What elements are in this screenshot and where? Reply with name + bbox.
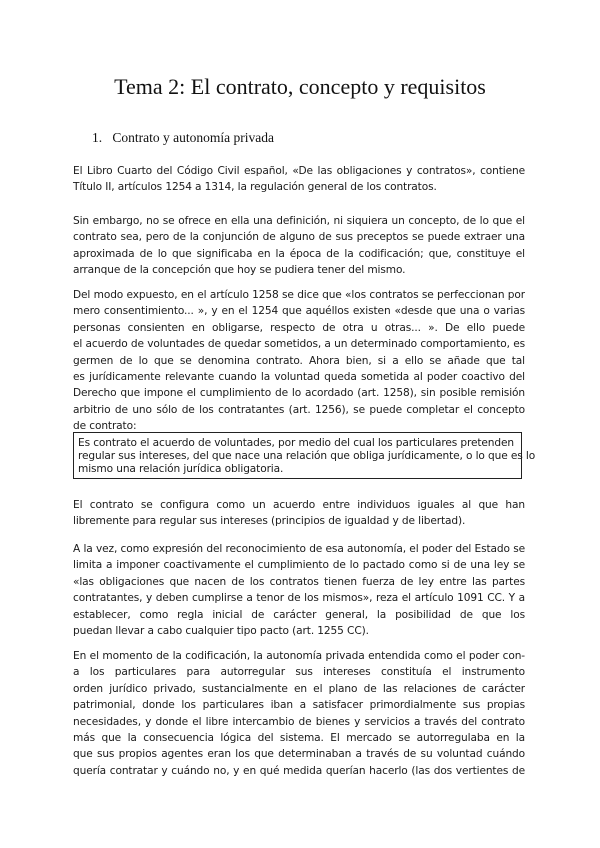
definition-line: Es contrato el acuerdo de voluntades, por medio del cual los particulares pretenden [78, 437, 515, 449]
paragraph-3 [73, 287, 525, 435]
paragraph-line: El contrato se configura como un acuerdo entre individuos iguales al que han [73, 499, 525, 511]
paragraph-1 [73, 163, 525, 196]
paragraph-line: mero consentimiento... », y en el 1254 que aquéllos existen «desde que una o varias [73, 305, 525, 318]
definition-line: regular sus intereses, del que nace una relación que obliga jurídicamente, o lo que es lo [78, 450, 536, 463]
paragraph-line: limita a imponer coactivamente el cumplimiento de lo pactado como si de una ley se [73, 559, 525, 572]
paragraph-line: establecer, como regla inicial de carácter general, la posibilidad de que los [73, 608, 525, 621]
definition-box [73, 432, 536, 479]
paragraph-line: de contrato: [73, 420, 137, 433]
paragraph-line: puedan llevar a cabo cualquier tipo pacto (art. 1255 CC). [73, 624, 369, 637]
section-number: 1. [92, 130, 103, 145]
paragraph-line: contrato sea, pero de la conjunción de alguno de sus preceptos se puede extraer una [73, 231, 525, 244]
paragraph-line: a los particulares para autorregular sus intereses constituía el instrumento [73, 666, 525, 679]
definition-text [78, 437, 536, 477]
paragraph-line: germen de lo que se denomina contrato. Ahora bien, si a ello se añade que tal [73, 354, 525, 367]
paragraph-line: personas consienten en obligarse, respecto de otra u otras... ». De ello puede [73, 321, 525, 334]
paragraph-line: que sus propios agentes eran los que determinaban a través de su voluntad cuándo [73, 748, 525, 761]
paragraph-line: es jurídicamente relevante cuando la voluntad queda sometida al poder coactivo del [73, 370, 525, 383]
page-title: Tema 2: El contrato, concepto y requisitos [114, 74, 486, 99]
paragraph-line: Título II, artículos 1254 a 1314, la regulación general de los contratos. [73, 181, 437, 194]
paragraph-line: aproximada de lo que significaba en la época de la codificación; que, constituye el [73, 247, 525, 260]
paragraph-5 [73, 541, 525, 639]
paragraph-line: el acuerdo de voluntades de quedar sometidos, a un determinado comportamiento, es [73, 338, 525, 351]
paragraph-line: contratantes, y deben cumplirse a tenor de los mismos», reza el artículo 1091 CC. Y a [73, 592, 525, 605]
paragraph-4 [73, 497, 525, 530]
paragraph-line: A la vez, como expresión del reconocimiento de esa autonomía, el poder del Estado se [73, 543, 525, 555]
paragraph-line: más que la consecuencia lógica del sistema. El mercado se autorregulaba en la [73, 731, 525, 744]
definition-line: mismo una relación jurídica obligatoria. [78, 463, 284, 476]
paragraph-line: orden jurídico privado, sustancialmente en el plano de las relaciones de carácter [73, 682, 525, 695]
paragraph-line: necesidades, y donde el libre intercambio de bienes y servicios a través del contrato [73, 715, 525, 728]
paragraph-line: quería contratar y cuándo no, y en qué medida querían hacerlo (las dos vertientes de [73, 764, 525, 777]
paragraph-line: arbitrio de uno sólo de los contratantes (art. 1256), se puede completar el concepto [73, 403, 525, 416]
section-title: Contrato y autonomía privada [112, 130, 274, 145]
paragraph-line: arranque de la concepción que hoy se pudiera tener del mismo. [73, 264, 406, 277]
section-heading [92, 130, 274, 146]
paragraph-line: El Libro Cuarto del Código Civil español, «De las obligaciones y contratos», contiene [73, 165, 525, 177]
paragraph-line: Del modo expuesto, en el artículo 1258 se dice que «los contratos se perfeccionan por [73, 289, 525, 301]
paragraph-line: Sin embargo, no se ofrece en ella una definición, ni siquiera un concepto, de lo que el [73, 215, 525, 227]
paragraph-line: patrimonial, donde los particulares iban a satisfacer primordialmente sus propias [73, 699, 525, 712]
paragraph-line: Derecho que impone el cumplimiento de lo acordado (art. 1258), sin posible remisión [73, 387, 525, 400]
paragraph-line: libremente para regular sus intereses (principios de igualdad y de libertad). [73, 515, 466, 528]
paragraph-2 [73, 213, 525, 279]
paragraph-line: En el momento de la codificación, la autonomía privada entendida como el poder con- [73, 650, 525, 662]
paragraph-6 [73, 648, 525, 779]
paragraph-line: «las obligaciones que nacen de los contratos tienen fuerza de ley entre las partes [73, 575, 525, 588]
